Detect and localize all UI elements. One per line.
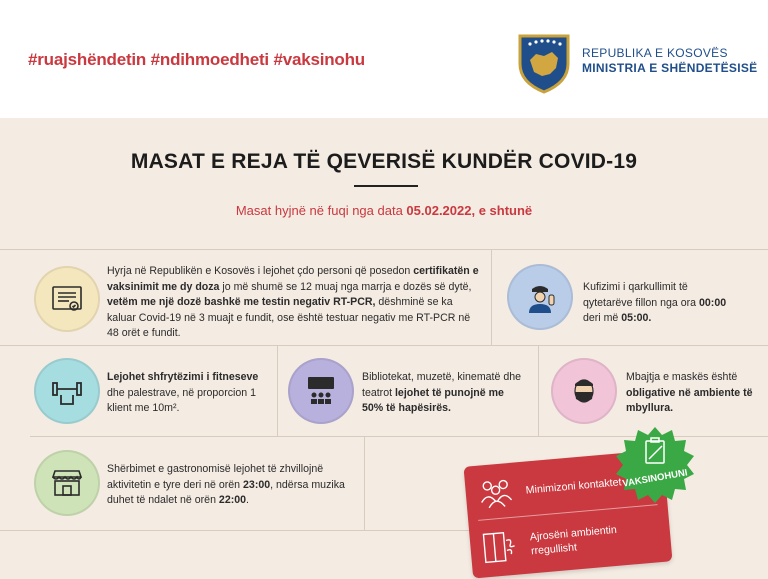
text-fragment: Bibliotekat, muzetë, kinematë dhe teatrot [362, 371, 521, 399]
text-highlight: vetëm me një dozë bashkë me testin negativ RT-PCR, [107, 296, 376, 308]
divider [0, 345, 768, 346]
page-title: MASAT E REJA TË QEVERISË KUNDËR COVID-19 [130, 150, 638, 173]
vaccinate-badge-label: VAKSINOHUNI [621, 467, 689, 490]
hashtags: #ruajshëndetin #ndihmoedheti #vaksinohu [28, 50, 365, 69]
text-highlight: 05:00. [621, 312, 652, 324]
divider [491, 249, 492, 345]
effective-date [0, 203, 768, 218]
ministry-line1: REPUBLIKA E KOSOVËS [582, 46, 728, 60]
title-divider [354, 185, 418, 187]
police-officer-icon [507, 264, 573, 330]
text-fragment: Shërbimet e gastronomisë lejohet të zhvillojnë aktivitetin e tyre deri në orën [107, 463, 324, 491]
text-fragment: dhe palestrave, në proporcion 1 klient me 10m². [107, 386, 257, 414]
header-bar [0, 0, 768, 118]
text-fragment: dëshminë se ka kaluar Covid-19 në 3 muajt e fundit, ose është testuar negativ me RT-PCR në 48 orët e fundit. [107, 296, 471, 339]
text-fragment: . [246, 494, 249, 506]
fitness-measure-text [107, 370, 267, 417]
dumbbell-icon [34, 358, 100, 424]
window-air-icon [479, 525, 522, 568]
text-highlight: 23:00 [243, 478, 271, 491]
text-fragment: Hyrja në Republikën e Kosovës i lejohet çdo personi që posedon [107, 265, 414, 277]
curfew-measure-text [583, 280, 733, 327]
text-fragment: jo më shumë se 12 muaj nga marrja e dozës së dytë, [219, 280, 472, 293]
text-fragment: deri më [583, 312, 622, 324]
cinema-audience-icon [288, 358, 354, 424]
text-highlight: obligative në ambiente të mbyllura. [626, 386, 753, 414]
culture-measure-text [362, 370, 528, 417]
group-people-icon [474, 472, 517, 515]
divider [277, 345, 278, 436]
gastro-measure-text [107, 462, 357, 509]
text-fragment: Mbajtja e maskës është [626, 371, 738, 383]
kosovo-coat-of-arms-icon [516, 32, 572, 94]
advice-ventilate-label: Ajrosëni ambientin rregullisht [529, 523, 618, 558]
divider [0, 530, 470, 531]
text-fragment: , ndërsa muzika duhet të ndalet në orën [107, 478, 345, 506]
advice-minimize-contacts-label: Minimizoni kontaktet [525, 476, 622, 497]
text-highlight: Lejohet shfrytëzimi i fitneseve [107, 371, 259, 383]
certificate-icon [34, 266, 100, 332]
text-highlight: lejohet të punojnë me 50% të hapësirës. [362, 386, 504, 414]
ministry-line2: MINISTRIA E SHËNDETËSISË [582, 61, 758, 75]
text-highlight: 00:00 [699, 296, 727, 309]
ministry-name [582, 46, 757, 75]
text-highlight: 22:00 [218, 494, 247, 506]
divider [364, 436, 365, 530]
effective-date-prefix: Masat hyjnë në fuqi nga data [235, 203, 407, 218]
effective-date-value: 05.02.2022, e shtunë [406, 203, 533, 218]
text-fragment: Kufizimi i qarkullimit të qytetarëve fillon nga ora [583, 281, 700, 309]
mask-measure-text [626, 370, 761, 417]
face-mask-icon [551, 358, 617, 424]
storefront-icon [34, 450, 100, 516]
divider [0, 249, 768, 250]
divider [538, 345, 539, 436]
text-highlight: certifikatën e vaksinimit me dy doza [107, 265, 479, 293]
advice-ventilate [479, 510, 664, 572]
entry-measure-text [107, 264, 482, 342]
